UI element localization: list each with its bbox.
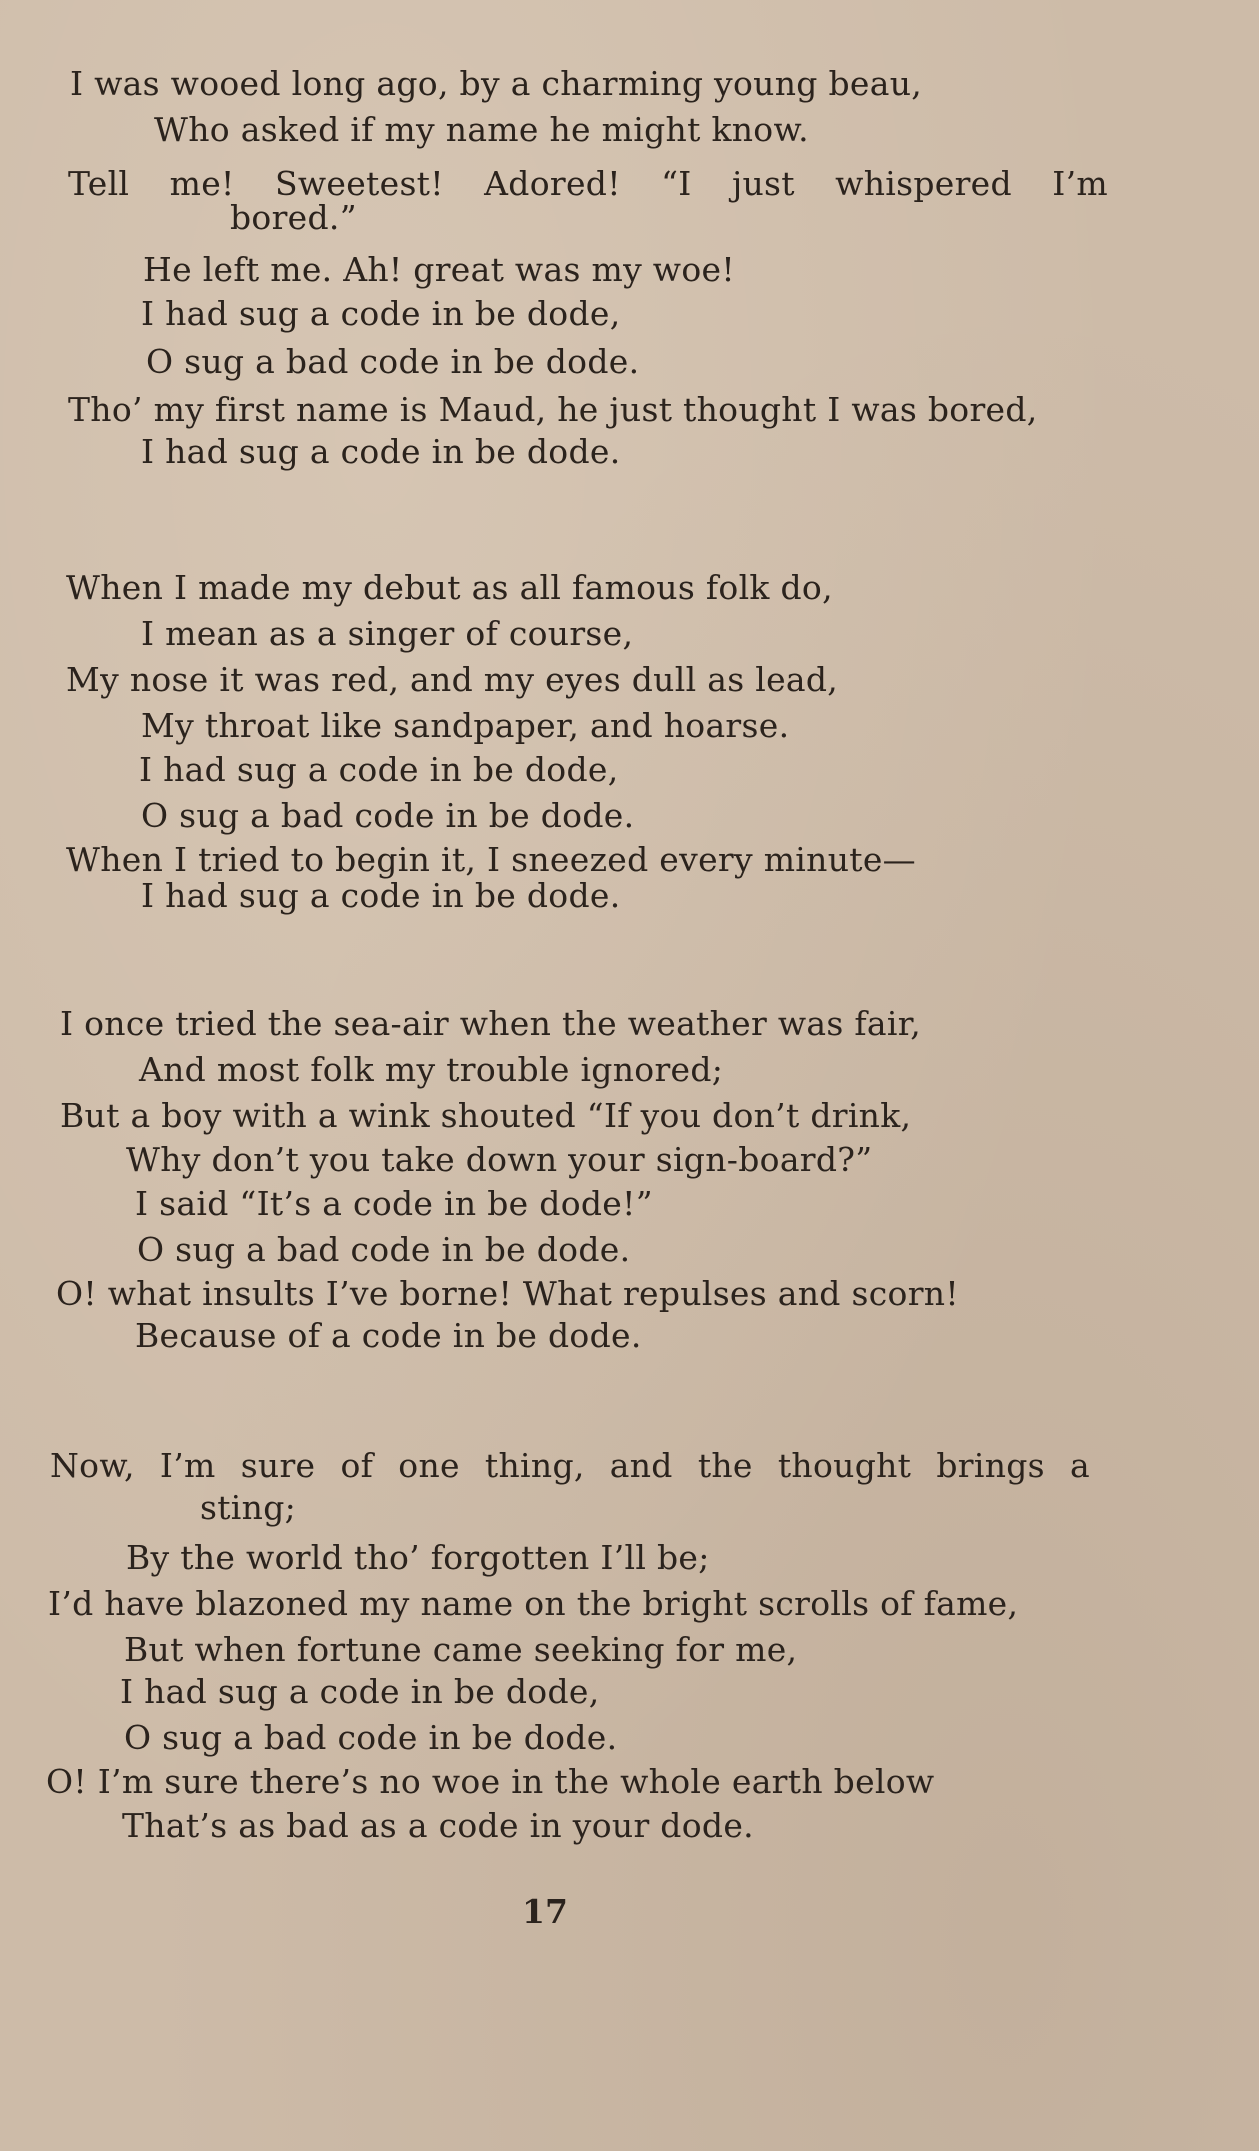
poem-line: Tell me! Sweetest! Adored! “I just whispered I’m bbox=[68, 164, 1108, 203]
poem-line: I had sug a code in be dode, bbox=[139, 750, 619, 789]
poem-line: I had sug a code in be dode, bbox=[120, 1672, 600, 1711]
poem-line: Tho’ my first name is Maud, he just thought I was bored, bbox=[68, 390, 1038, 429]
poem-line: I said “It’s a code in be dode!” bbox=[135, 1184, 653, 1223]
poem-line: But when fortune came seeking for me, bbox=[124, 1630, 798, 1669]
poem-line: He left me. Ah! great was my woe! bbox=[143, 250, 735, 289]
poem-line: I had sug a code in be dode, bbox=[141, 294, 621, 333]
poem-line: I had sug a code in be dode. bbox=[141, 876, 621, 915]
poem-line: O sug a bad code in be dode. bbox=[141, 796, 635, 835]
poem-line: When I made my debut as all famous folk do, bbox=[66, 568, 833, 607]
poem-line: Because of a code in be dode. bbox=[135, 1316, 642, 1355]
poem-line: My throat like sandpaper, and hoarse. bbox=[141, 706, 790, 745]
poem-line: O! what insults I’ve borne! What repulses and scorn! bbox=[56, 1274, 959, 1313]
poem-line: And most folk my trouble ignored; bbox=[139, 1050, 724, 1089]
poem-line: Why don’t you take down your sign-board?” bbox=[126, 1140, 873, 1179]
poem-line: By the world tho’ forgotten I’ll be; bbox=[126, 1538, 710, 1577]
poem-line: Who asked if my name he might know. bbox=[154, 110, 809, 149]
poem-line: My nose it was red, and my eyes dull as lead, bbox=[66, 660, 839, 699]
poem-line: O sug a bad code in be dode. bbox=[146, 342, 640, 381]
poem-line: sting; bbox=[200, 1488, 297, 1527]
poem-line: I’d have blazoned my name on the bright scrolls of fame, bbox=[48, 1584, 1019, 1623]
poem-line: O sug a bad code in be dode. bbox=[124, 1718, 618, 1757]
poem-line: I was wooed long ago, by a charming young beau, bbox=[70, 64, 923, 103]
poem-line: I once tried the sea-air when the weather was fair, bbox=[60, 1004, 921, 1043]
poem-line: O! I’m sure there’s no woe in the whole earth below bbox=[46, 1762, 935, 1801]
page-number: 17 bbox=[522, 1892, 568, 1931]
poem-line: That’s as bad as a code in your dode. bbox=[122, 1806, 754, 1845]
poem-line: O sug a bad code in be dode. bbox=[137, 1230, 631, 1269]
poem-line: When I tried to begin it, I sneezed every minute— bbox=[66, 840, 916, 879]
poem-line: Now, I’m sure of one thing, and the thought brings a bbox=[50, 1446, 1090, 1485]
poem-line: bored.” bbox=[230, 198, 357, 237]
poem-line: I had sug a code in be dode. bbox=[141, 432, 621, 471]
poem-line: But a boy with a wink shouted “If you don’t drink, bbox=[60, 1096, 912, 1135]
poem-line: I mean as a singer of course, bbox=[141, 614, 634, 653]
